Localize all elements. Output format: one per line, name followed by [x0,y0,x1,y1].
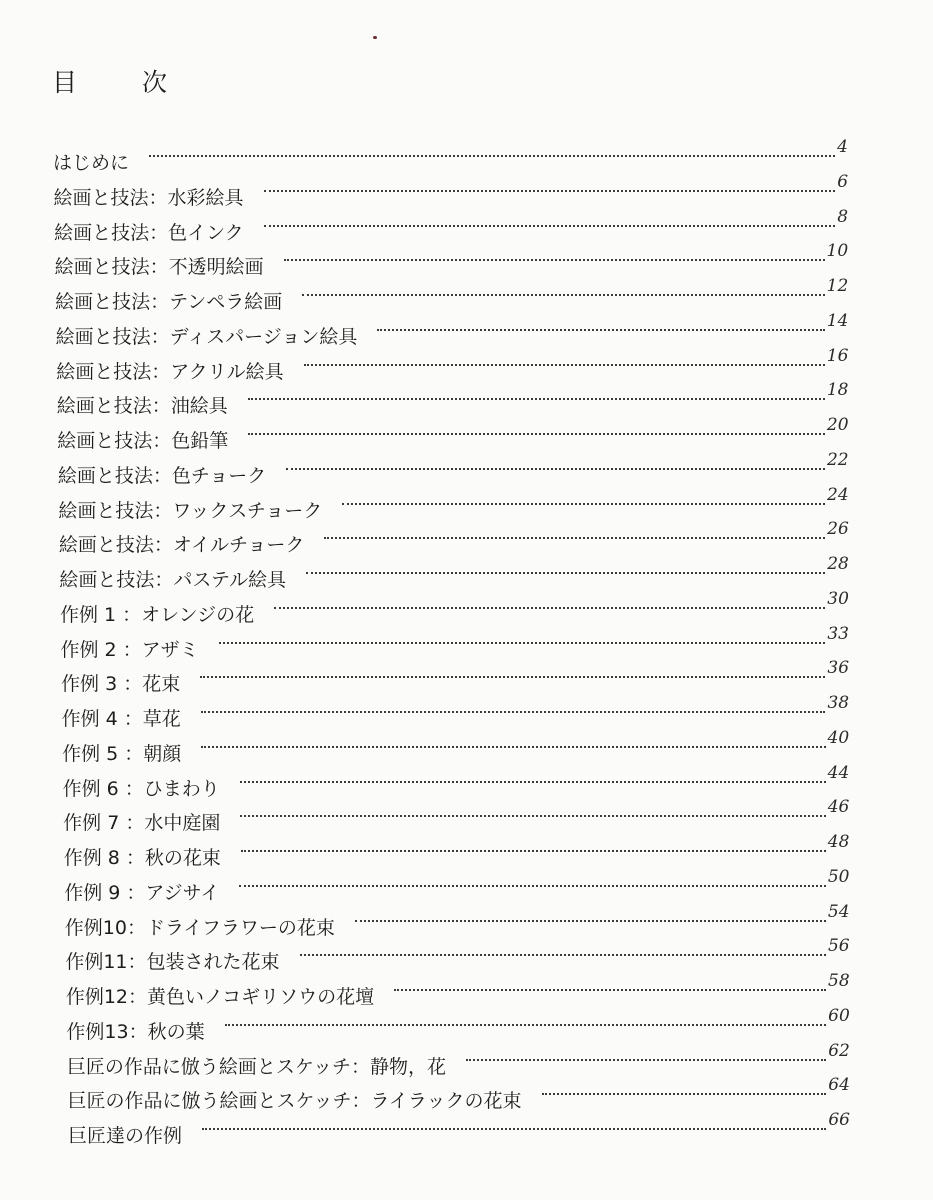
entry-label: 作例 8 ：秋の花束 [63,847,221,869]
toc-entry [66,1005,850,1043]
entry-label: 作例 2 ：アザミ [60,638,199,661]
entry-label: 作例11：包装された花束 [65,951,280,974]
dot-leader [300,954,826,956]
toc-entry [56,345,849,383]
entry-page-number: 58 [828,971,850,991]
dot-leader [377,329,824,331]
entry-page-number: 12 [826,276,849,296]
toc-entry [62,727,850,765]
entry-page-number: 6 [837,171,849,192]
entry-label: 絵画と技法：油絵具 [56,395,228,418]
entry-label: 絵画と技法：ディスパージョン絵具 [55,325,358,348]
entry-label: 作例 5 ：朝顔 [62,742,182,765]
entry-page-number: 36 [827,658,850,679]
entry-page-number: 60 [828,1005,850,1026]
entry-page-number: 16 [826,345,849,366]
dot-leader [355,920,826,922]
entry-page-number: 40 [827,727,850,748]
entry-page-number: 22 [826,449,849,470]
toc-entry [64,901,850,939]
toc-entry [53,171,849,209]
entry-page-number: 18 [826,380,849,401]
toc-entry [59,588,849,626]
toc-entry [65,936,850,974]
dot-leader [225,1024,827,1026]
entry-page-number: 4 [837,137,848,157]
entry-label: 作例 4 ：草花 [61,708,181,730]
entry-page-number: 26 [827,519,849,540]
entry-label: 絵画と技法：色チョーク [57,464,267,487]
dot-leader [284,259,825,261]
entry-label: 作例 7 ：水中庭園 [63,812,221,835]
entry-label: 絵画と技法：パステル絵具 [59,569,287,591]
entry-label: 作例 3 ：花束 [61,673,181,696]
toc-entry [68,1110,850,1147]
entry-label: 作例 9 ：アジサイ [64,881,220,904]
entry-page-number: 30 [827,588,849,609]
toc-entry [66,1040,850,1078]
page-title: 目 次 [52,68,188,97]
dot-leader [240,781,826,783]
dot-leader [324,537,825,539]
dot-leader [394,989,826,991]
entry-page-number: 64 [828,1075,850,1096]
toc-entry [56,380,849,418]
dot-leader [286,468,825,470]
dot-leader [240,815,825,817]
toc-entry [63,832,850,869]
entry-label: 巨匠の作品に倣う絵画とスケッチ：ライラックの花束 [67,1090,522,1113]
entry-page-number: 66 [828,1110,850,1130]
toc-entry [55,310,849,348]
dot-leader [239,885,826,887]
entry-label: 作例 1 ：オレンジの花 [59,603,255,626]
dot-leader [342,503,825,505]
dot-leader [248,433,825,435]
dot-leader [200,676,825,678]
dot-leader [306,572,825,574]
entry-page-number: 28 [827,554,849,574]
entry-label: 絵画と技法：不透明絵画 [54,256,264,279]
entry-page-number: 48 [827,832,850,852]
entry-page-number: 50 [827,866,850,887]
entry-page-number: 46 [827,797,850,818]
entry-label: 絵画と技法：アクリル絵具 [56,360,284,383]
entry-label: 絵画と技法：水彩絵具 [53,186,244,209]
dot-leader [219,642,826,644]
entry-page-number: 24 [827,484,849,505]
entry-label: 絵画と技法：オイルチョーク [58,534,305,557]
entry-label: 作例12：黄色いノコギリソウの花壇 [65,986,375,1008]
toc-entry [57,449,849,487]
toc-entry [61,658,850,696]
toc-entry [65,971,850,1008]
entry-page-number: 20 [826,415,849,435]
dot-leader [202,1128,826,1130]
toc-entry [55,276,849,313]
entry-label: 巨匠達の作例 [68,1125,183,1147]
dot-leader [241,850,826,852]
dot-leader [201,746,825,748]
entry-page-number: 8 [837,206,849,227]
dot-leader [302,294,824,296]
entry-label: 作例 6 ：ひまわり [62,777,220,800]
toc-entry [59,554,849,591]
entry-label: 絵画と技法：色インク [54,221,244,244]
toc-entry [58,519,849,557]
dot-leader [264,190,836,192]
entry-label: 作例10：ドライフラワーの花束 [64,916,335,939]
entry-page-number: 14 [826,310,849,331]
dot-leader [542,1093,827,1095]
toc-entry [58,484,849,522]
entry-page-number: 33 [827,623,849,644]
toc-entry [64,866,850,904]
toc-entry [60,623,850,661]
entry-page-number: 54 [827,901,850,922]
entry-label: 作例13：秋の葉 [66,1020,205,1043]
entry-label: はじめに [53,152,130,174]
entry-page-number: 62 [828,1040,850,1061]
entry-page-number: 56 [827,936,850,957]
toc-entry [67,1075,850,1113]
toc-entry [61,693,850,730]
toc-entry [54,206,849,244]
entry-page-number: 38 [827,693,850,713]
dot-leader [304,364,825,366]
toc-entry [63,797,850,835]
entry-label: 絵画と技法：ワックスチョーク [58,499,323,522]
dot-leader [201,711,826,713]
entry-page-number: 44 [827,762,850,783]
entry-page-number: 10 [826,241,849,262]
entry-label: 絵画と技法：テンペラ絵画 [55,291,283,313]
dot-leader [248,398,825,400]
dot-leader [466,1059,826,1061]
toc-entry [62,762,850,800]
toc-entry [54,241,849,279]
dot-leader [149,155,835,157]
dot-leader [274,607,825,609]
entry-label: 絵画と技法：色鉛筆 [57,430,229,452]
toc-entry [53,137,848,174]
entry-label: 巨匠の作品に倣う絵画とスケッチ：静物，花 [66,1055,446,1078]
toc-entry [57,415,849,452]
dot-leader [264,225,836,227]
